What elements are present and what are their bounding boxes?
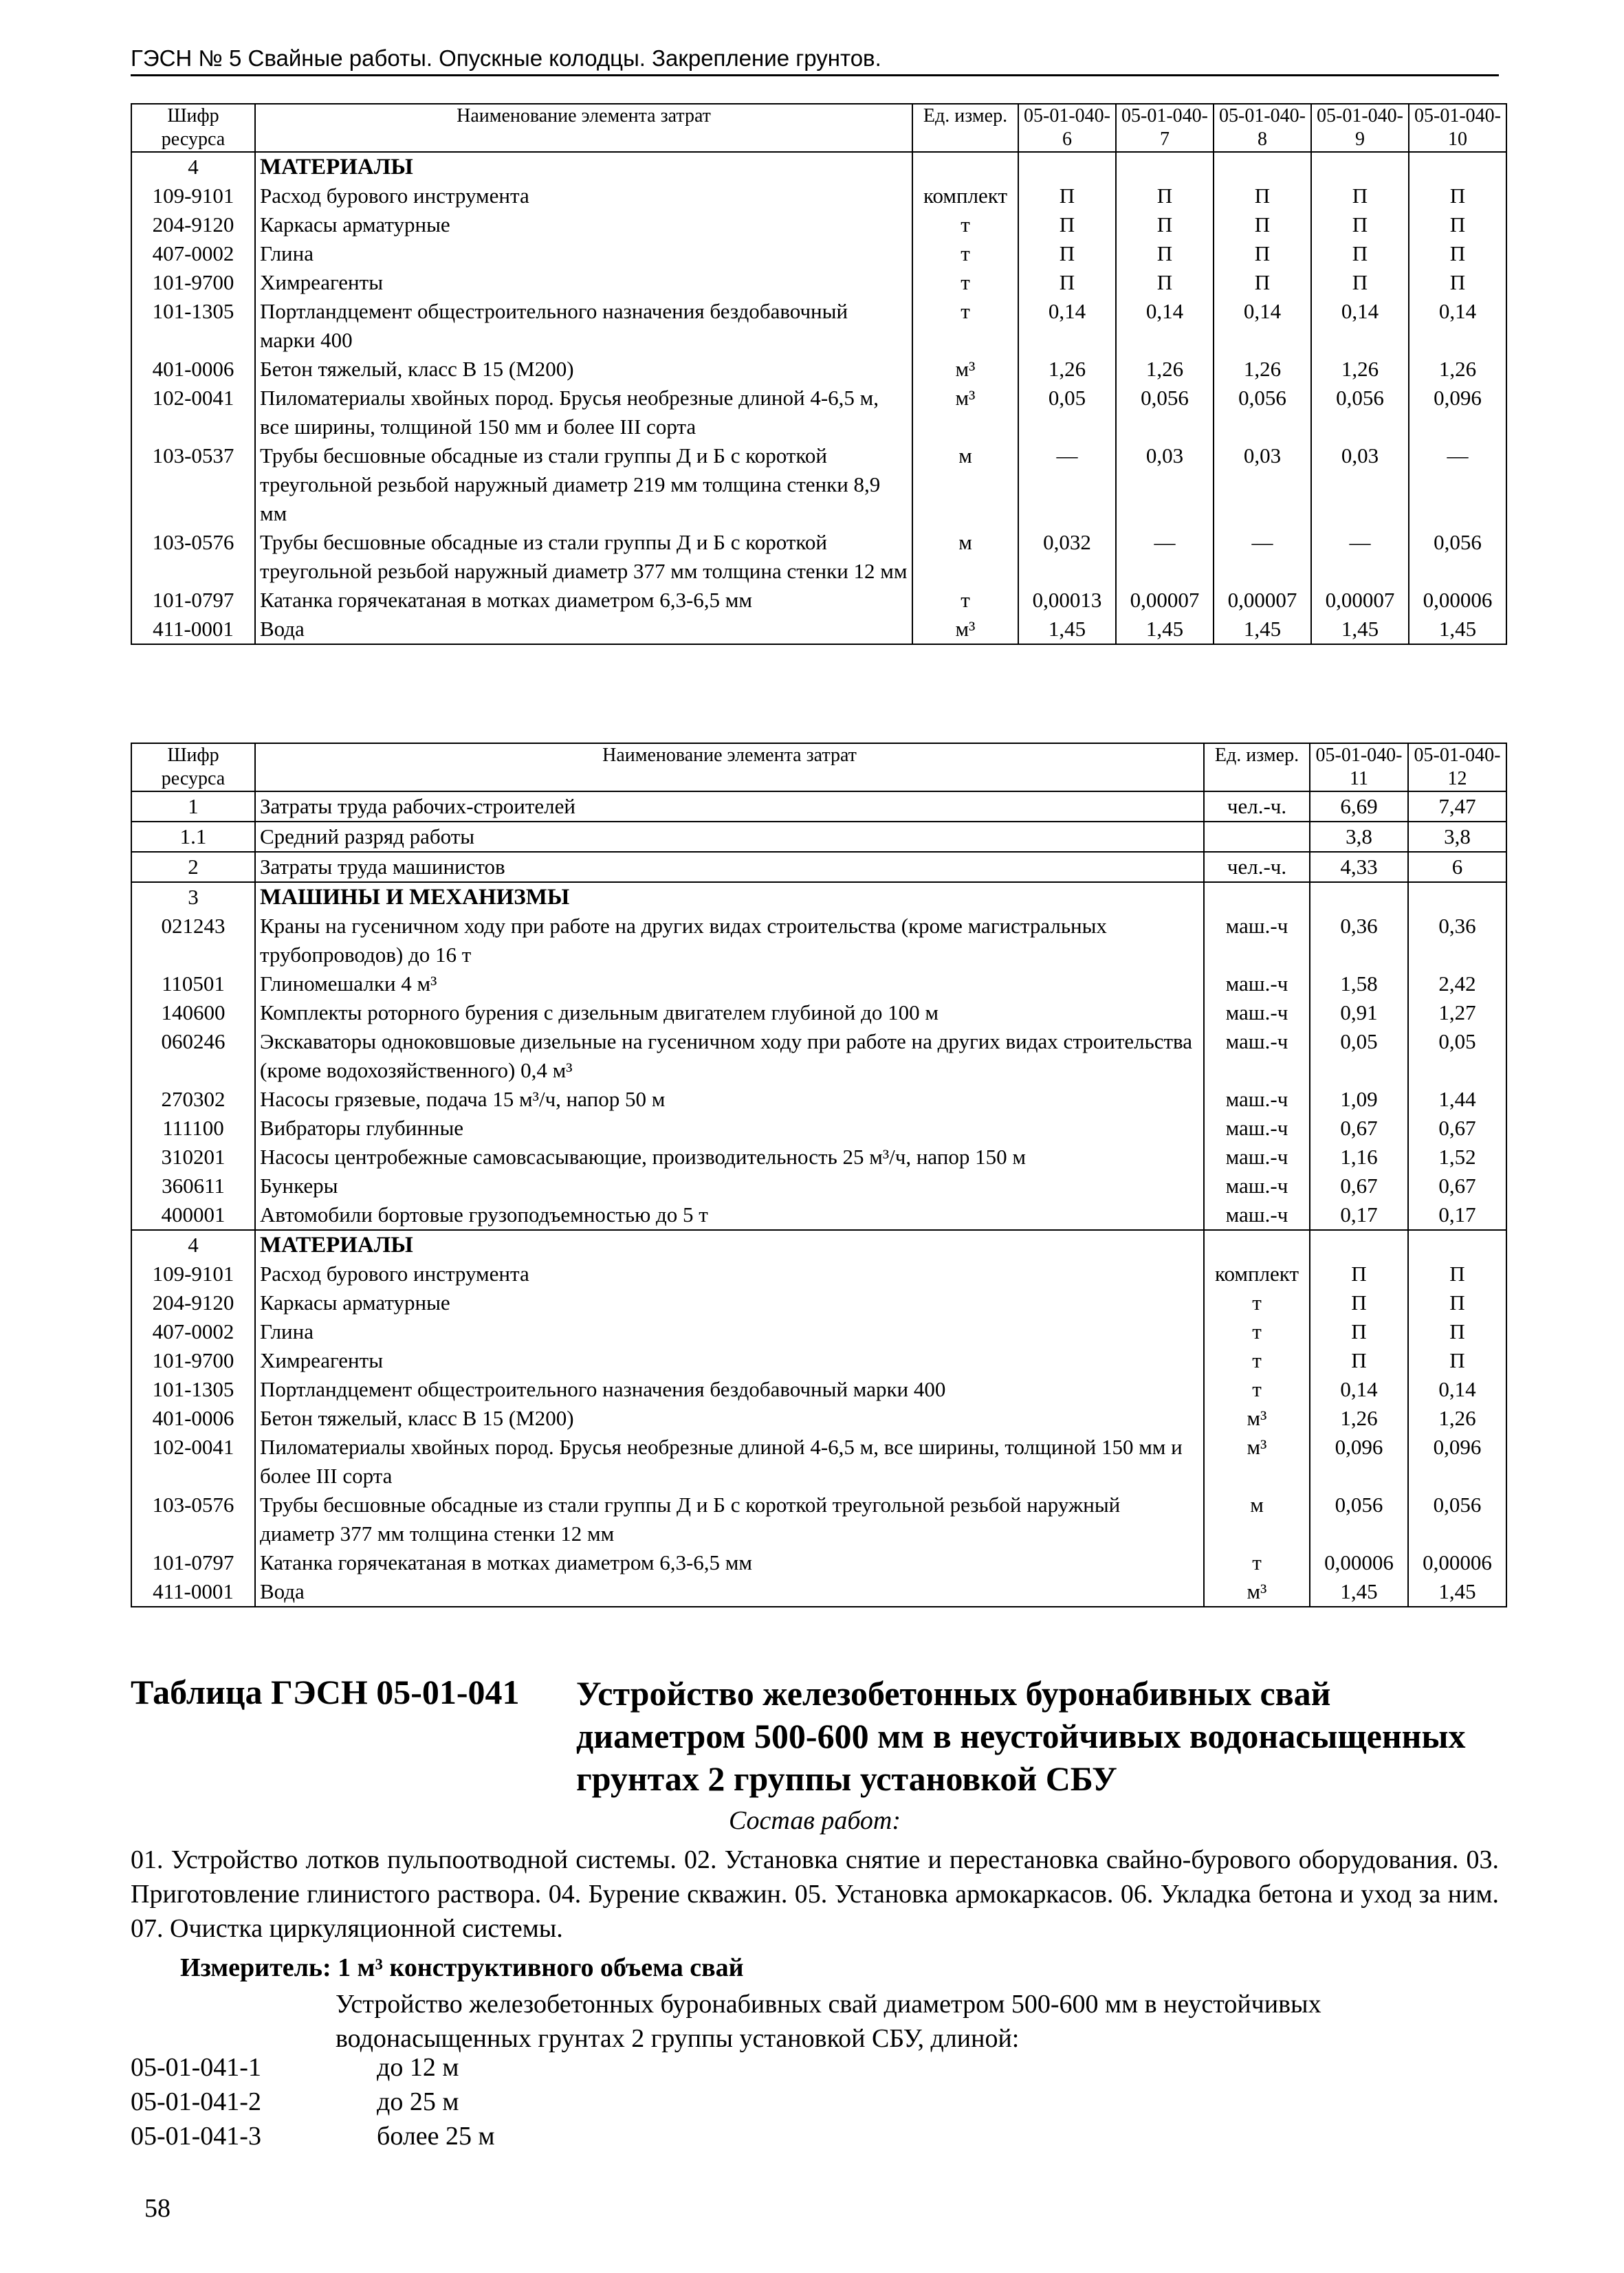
value-cell: 1,27 (1408, 998, 1506, 1027)
value-cell: П (1408, 1288, 1506, 1317)
value-cell: 0,05 (1018, 384, 1116, 441)
value-cell: 6 (1408, 852, 1506, 882)
resource-name: Глина (255, 1317, 1204, 1346)
column-header: 05-01-040-10 (1409, 104, 1506, 152)
unit-cell: м³ (1204, 1404, 1310, 1433)
value-cell: 1,45 (1018, 615, 1116, 644)
table-row (131, 441, 1506, 528)
value-cell: 0,67 (1408, 1114, 1506, 1143)
resource-name: Каркасы арматурные (255, 1288, 1204, 1317)
value-cell: 1,09 (1310, 1085, 1408, 1114)
value-cell: П (1409, 268, 1506, 297)
value-cell: 0,36 (1408, 912, 1506, 969)
unit-cell: маш.-ч (1204, 969, 1310, 998)
column-header: Шифр ресурса (131, 104, 255, 152)
table-row (131, 1346, 1506, 1375)
value-cell (1409, 152, 1506, 182)
resource-name: Каркасы арматурные (255, 210, 912, 239)
table-label: Таблица ГЭСН 05-01-041 (131, 1673, 520, 1711)
resource-name: МАШИНЫ И МЕХАНИЗМЫ (255, 882, 1204, 912)
value-cell: 1,26 (1408, 1404, 1506, 1433)
resource-name: Вода (255, 615, 912, 644)
unit-cell: маш.-ч (1204, 1143, 1310, 1172)
table-row (131, 791, 1506, 822)
variant-description: Устройство железобетонных буронабивных свай диаметром 500-600 мм в неустойчивых водонасыщенных грунтах 2 группы установкой СБУ, длиной: (336, 1990, 1321, 2053)
value-cell: П (1310, 1346, 1408, 1375)
resource-code: 101-0797 (131, 1548, 255, 1577)
value-cell: 1,45 (1116, 615, 1214, 644)
resource-code: 103-0576 (131, 528, 255, 586)
value-cell: 0,00013 (1018, 586, 1116, 615)
variant-text: более 25 м (377, 2122, 495, 2151)
unit-cell: маш.-ч (1204, 1027, 1310, 1085)
measurer-value: 1 м³ конструктивного объема свай (338, 1953, 744, 1982)
value-cell: 0,096 (1409, 384, 1506, 441)
resource-code: 109-9101 (131, 182, 255, 210)
table-row (131, 969, 1506, 998)
unit-cell: т (912, 268, 1018, 297)
resource-code: 411-0001 (131, 615, 255, 644)
value-cell: 0,096 (1408, 1433, 1506, 1491)
table-row (131, 1548, 1506, 1577)
resource-code: 060246 (131, 1027, 255, 1085)
unit-cell: т (1204, 1317, 1310, 1346)
value-cell: П (1116, 239, 1214, 268)
value-cell: 0,03 (1311, 441, 1409, 528)
column-header: 05-01-040-8 (1214, 104, 1311, 152)
unit-cell: комплект (912, 182, 1018, 210)
resource-name: Автомобили бортовые грузоподъемностью до 5 т (255, 1200, 1204, 1230)
value-cell: 0,14 (1311, 297, 1409, 355)
resource-code: 401-0006 (131, 355, 255, 384)
table-header-row (131, 104, 1506, 152)
value-cell: П (1311, 239, 1409, 268)
value-cell: 0,36 (1310, 912, 1408, 969)
resource-name: Затраты труда рабочих-строителей (255, 791, 1204, 822)
unit-cell: м³ (1204, 1433, 1310, 1491)
value-cell: 1,26 (1116, 355, 1214, 384)
table-row (131, 586, 1506, 615)
resource-code: 103-0576 (131, 1491, 255, 1548)
unit-cell: маш.-ч (1204, 912, 1310, 969)
resource-code: 102-0041 (131, 1433, 255, 1491)
table-header-row (131, 743, 1506, 791)
column-header: 05-01-040-7 (1116, 104, 1214, 152)
resource-code: 109-9101 (131, 1260, 255, 1288)
resource-name: Насосы грязевые, подача 15 м³/ч, напор 50 м (255, 1085, 1204, 1114)
value-cell (1311, 152, 1409, 182)
unit-cell (912, 152, 1018, 182)
value-cell: 0,91 (1310, 998, 1408, 1027)
column-header: Наименование элемента затрат (255, 743, 1204, 791)
value-cell: 0,67 (1408, 1172, 1506, 1200)
table-row (131, 1114, 1506, 1143)
table-row (131, 822, 1506, 852)
unit-cell: маш.-ч (1204, 1114, 1310, 1143)
value-cell: 0,00007 (1116, 586, 1214, 615)
resource-code: 1 (131, 791, 255, 822)
unit-cell: маш.-ч (1204, 1085, 1310, 1114)
unit-cell: т (912, 297, 1018, 355)
value-cell: П (1409, 182, 1506, 210)
column-header: Наименование элемента затрат (255, 104, 912, 152)
unit-cell: т (912, 586, 1018, 615)
resource-name: Портландцемент общестроительного назначения бездобавочный марки 400 (255, 297, 912, 355)
table-row (131, 1200, 1506, 1230)
unit-cell: чел.-ч. (1204, 791, 1310, 822)
value-cell: 0,00007 (1311, 586, 1409, 615)
column-header: 05-01-040-11 (1310, 743, 1408, 791)
unit-cell (1204, 1230, 1310, 1260)
value-cell: 1,26 (1214, 355, 1311, 384)
value-cell: П (1311, 210, 1409, 239)
resource-code: 101-1305 (131, 297, 255, 355)
resource-name: МАТЕРИАЛЫ (255, 152, 912, 182)
value-cell: П (1408, 1317, 1506, 1346)
table-row (131, 615, 1506, 644)
table-row (131, 1027, 1506, 1085)
value-cell: П (1116, 210, 1214, 239)
table-row (131, 528, 1506, 586)
resource-name: Краны на гусеничном ходу при работе на других видах строительства (кроме магистральных трубопроводов) до 16 т (255, 912, 1204, 969)
table-row (131, 1404, 1506, 1433)
table-heading (131, 1672, 1506, 1810)
value-cell: 0,14 (1409, 297, 1506, 355)
table-row (131, 210, 1506, 239)
value-cell: 0,056 (1311, 384, 1409, 441)
resource-name: Вибраторы глубинные (255, 1114, 1204, 1143)
value-cell: П (1018, 239, 1116, 268)
value-cell: П (1018, 268, 1116, 297)
value-cell: П (1116, 268, 1214, 297)
variant-code: 05-01-041-1 (131, 2053, 261, 2082)
value-cell: П (1310, 1317, 1408, 1346)
table-row (131, 1230, 1506, 1260)
resource-name: Бетон тяжелый, класс В 15 (М200) (255, 1404, 1204, 1433)
value-cell: 0,14 (1214, 297, 1311, 355)
value-cell: 0,05 (1408, 1027, 1506, 1085)
value-cell: 1,45 (1310, 1577, 1408, 1607)
value-cell: 7,47 (1408, 791, 1506, 822)
value-cell: П (1116, 182, 1214, 210)
resource-name: Портландцемент общестроительного назначения бездобавочный марки 400 (255, 1375, 1204, 1404)
table-row (131, 882, 1506, 912)
resource-name: Химреагенты (255, 1346, 1204, 1375)
value-cell: 0,056 (1409, 528, 1506, 586)
value-cell: 0,00006 (1310, 1548, 1408, 1577)
measurer (180, 1953, 744, 1983)
value-cell: 0,14 (1116, 297, 1214, 355)
table-row (131, 1085, 1506, 1114)
value-cell: 0,056 (1116, 384, 1214, 441)
value-cell: П (1018, 182, 1116, 210)
value-cell (1116, 152, 1214, 182)
value-cell: 0,056 (1310, 1491, 1408, 1548)
value-cell: 1,45 (1409, 615, 1506, 644)
running-head: ГЭСН № 5 Свайные работы. Опускные колодцы. Закрепление грунтов. (131, 45, 1499, 76)
value-cell: 0,096 (1310, 1433, 1408, 1491)
resource-name: Глина (255, 239, 912, 268)
resource-code: 140600 (131, 998, 255, 1027)
resource-code: 1.1 (131, 822, 255, 852)
unit-cell: м (912, 528, 1018, 586)
unit-cell: т (1204, 1548, 1310, 1577)
value-cell: 1,44 (1408, 1085, 1506, 1114)
resource-code: 204-9120 (131, 1288, 255, 1317)
table-row (131, 1143, 1506, 1172)
value-cell: 0,00006 (1408, 1548, 1506, 1577)
resource-table-1 (131, 103, 1507, 645)
value-cell: 0,14 (1018, 297, 1116, 355)
resource-name: Расход бурового инструмента (255, 182, 912, 210)
variant-row (131, 2087, 459, 2117)
resource-name: МАТЕРИАЛЫ (255, 1230, 1204, 1260)
resource-code: 204-9120 (131, 210, 255, 239)
resource-name: Пиломатериалы хвойных пород. Брусья необрезные длиной 4-6,5 м, все ширины, толщиной 150 мм и более III сорта (255, 1433, 1204, 1491)
resource-code: 101-9700 (131, 268, 255, 297)
value-cell: 4,33 (1310, 852, 1408, 882)
composition-title: Состав работ: (728, 1806, 901, 1835)
resource-name: Затраты труда машинистов (255, 852, 1204, 882)
value-cell: — (1116, 528, 1214, 586)
table-row (131, 1172, 1506, 1200)
value-cell: 1,45 (1311, 615, 1409, 644)
resource-name: Комплекты роторного бурения с дизельным двигателем глубиной до 100 м (255, 998, 1204, 1027)
variant-code: 05-01-041-2 (131, 2087, 261, 2116)
measurer-label: Измеритель: (180, 1953, 331, 1982)
unit-cell: м³ (912, 355, 1018, 384)
table-row (131, 1288, 1506, 1317)
value-cell (1018, 152, 1116, 182)
resource-code: 360611 (131, 1172, 255, 1200)
resource-code: 103-0537 (131, 441, 255, 528)
unit-cell: м (912, 441, 1018, 528)
value-cell: 3,8 (1310, 822, 1408, 852)
resource-code: 101-0797 (131, 586, 255, 615)
resource-name: Бетон тяжелый, класс В 15 (М200) (255, 355, 912, 384)
resource-code: 270302 (131, 1085, 255, 1114)
table-row (131, 182, 1506, 210)
resource-code: 101-1305 (131, 1375, 255, 1404)
variant-row (131, 2121, 495, 2151)
variant-text: до 25 м (377, 2087, 459, 2116)
value-cell (1310, 1230, 1408, 1260)
value-cell: 0,056 (1408, 1491, 1506, 1548)
resource-name: Катанка горячекатаная в мотках диаметром 6,3-6,5 мм (255, 586, 912, 615)
value-cell: 0,14 (1408, 1375, 1506, 1404)
unit-cell: т (1204, 1288, 1310, 1317)
table-row (131, 852, 1506, 882)
unit-cell: маш.-ч (1204, 1200, 1310, 1230)
value-cell: П (1018, 210, 1116, 239)
value-cell: П (1408, 1346, 1506, 1375)
value-cell: 0,03 (1214, 441, 1311, 528)
table-row (131, 1260, 1506, 1288)
table-row (131, 1317, 1506, 1346)
value-cell: П (1214, 182, 1311, 210)
table-row (131, 1433, 1506, 1491)
resource-code: 102-0041 (131, 384, 255, 441)
value-cell: П (1311, 182, 1409, 210)
column-header: 05-01-040-6 (1018, 104, 1116, 152)
value-cell (1408, 1230, 1506, 1260)
value-cell: 1,26 (1409, 355, 1506, 384)
resource-name: Расход бурового инструмента (255, 1260, 1204, 1288)
table-row (131, 998, 1506, 1027)
value-cell: П (1214, 210, 1311, 239)
resource-code: 4 (131, 152, 255, 182)
table-row (131, 239, 1506, 268)
resource-code: 411-0001 (131, 1577, 255, 1607)
unit-cell: м³ (1204, 1577, 1310, 1607)
resource-code: 400001 (131, 1200, 255, 1230)
resource-name: Бункеры (255, 1172, 1204, 1200)
value-cell: 1,45 (1408, 1577, 1506, 1607)
variant-text: до 12 м (377, 2053, 459, 2082)
value-cell: 0,00007 (1214, 586, 1311, 615)
value-cell: 1,16 (1310, 1143, 1408, 1172)
value-cell: П (1310, 1260, 1408, 1288)
value-cell: 0,032 (1018, 528, 1116, 586)
resource-name: Пиломатериалы хвойных пород. Брусья необрезные длиной 4-6,5 м, все ширины, толщиной 150 мм и более III сорта (255, 384, 912, 441)
table-title: Устройство железобетонных буронабивных свай диаметром 500-600 мм в неустойчивых водонасыщенных грунтах 2 группы установкой СБУ (576, 1674, 1466, 1798)
value-cell: 2,42 (1408, 969, 1506, 998)
resource-table-2 (131, 743, 1507, 1607)
column-header: Шифр ресурса (131, 743, 255, 791)
resource-name: Глиномешалки 4 м³ (255, 969, 1204, 998)
value-cell: 1,45 (1214, 615, 1311, 644)
value-cell: 1,26 (1310, 1404, 1408, 1433)
resource-name: Трубы бесшовные обсадные из стали группы Д и Б с короткой треугольной резьбой наружный диаметр 377 мм толщина стенки 12 мм (255, 1491, 1204, 1548)
table-row (131, 268, 1506, 297)
unit-cell (1204, 882, 1310, 912)
table-row (131, 355, 1506, 384)
value-cell: П (1311, 268, 1409, 297)
table-row (131, 912, 1506, 969)
column-header: Ед. измер. (1204, 743, 1310, 791)
unit-cell: м (1204, 1491, 1310, 1548)
value-cell: 0,00006 (1409, 586, 1506, 615)
resource-name: Химреагенты (255, 268, 912, 297)
resource-code: 407-0002 (131, 1317, 255, 1346)
value-cell: 1,26 (1018, 355, 1116, 384)
unit-cell: м³ (912, 384, 1018, 441)
unit-cell: маш.-ч (1204, 998, 1310, 1027)
unit-cell: м³ (912, 615, 1018, 644)
value-cell (1214, 152, 1311, 182)
table-row (131, 1577, 1506, 1607)
unit-cell: маш.-ч (1204, 1172, 1310, 1200)
value-cell: 1,26 (1311, 355, 1409, 384)
value-cell (1310, 882, 1408, 912)
resource-code: 310201 (131, 1143, 255, 1172)
value-cell: — (1409, 441, 1506, 528)
variant-row (131, 2052, 459, 2083)
value-cell: — (1214, 528, 1311, 586)
resource-name: Экскаваторы одноковшовые дизельные на гусеничном ходу при работе на других видах строительства (кроме водохозяйственного) 0,4 м³ (255, 1027, 1204, 1085)
value-cell: 3,8 (1408, 822, 1506, 852)
value-cell (1408, 882, 1506, 912)
value-cell: П (1409, 210, 1506, 239)
resource-name: Трубы бесшовные обсадные из стали группы Д и Б с короткой треугольной резьбой наружный диаметр 219 мм толщина стенки 8,9 мм (255, 441, 912, 528)
unit-cell: т (1204, 1375, 1310, 1404)
unit-cell: т (912, 210, 1018, 239)
value-cell: 0,03 (1116, 441, 1214, 528)
table-row (131, 384, 1506, 441)
value-cell: 0,17 (1310, 1200, 1408, 1230)
value-cell: П (1408, 1260, 1506, 1288)
resource-name: Вода (255, 1577, 1204, 1607)
resource-code: 407-0002 (131, 239, 255, 268)
value-cell: 0,67 (1310, 1114, 1408, 1143)
column-header: 05-01-040-12 (1408, 743, 1506, 791)
value-cell: 0,14 (1310, 1375, 1408, 1404)
table-body (131, 791, 1506, 1607)
resource-code: 021243 (131, 912, 255, 969)
value-cell: 0,67 (1310, 1172, 1408, 1200)
resource-code: 111100 (131, 1114, 255, 1143)
value-cell: 1,52 (1408, 1143, 1506, 1172)
resource-code: 110501 (131, 969, 255, 998)
unit-cell: комплект (1204, 1260, 1310, 1288)
composition-text: 01. Устройство лотков пульпоотводной системы. 02. Установка снятие и перестановка свайно-бурового оборудования. 03. Приготовление глинистого раствора. 04. Бурение скважин. 05. Установка армокаркасов. 06. Укладка бетона и уход за ним. 07. Очистка циркуляционной системы. (131, 1845, 1499, 1943)
resource-code: 2 (131, 852, 255, 882)
value-cell: 0,17 (1408, 1200, 1506, 1230)
value-cell: П (1409, 239, 1506, 268)
table-row (131, 297, 1506, 355)
page-number: 58 (144, 2194, 171, 2223)
column-header: Ед. измер. (912, 104, 1018, 152)
variant-code: 05-01-041-3 (131, 2122, 261, 2151)
value-cell: П (1214, 268, 1311, 297)
unit-cell: чел.-ч. (1204, 852, 1310, 882)
table-row (131, 1491, 1506, 1548)
value-cell: П (1214, 239, 1311, 268)
value-cell: — (1311, 528, 1409, 586)
value-cell: П (1310, 1288, 1408, 1317)
table-row (131, 152, 1506, 182)
resource-code: 4 (131, 1230, 255, 1260)
resource-name: Средний разряд работы (255, 822, 1204, 852)
value-cell: 1,58 (1310, 969, 1408, 998)
column-header: 05-01-040-9 (1311, 104, 1409, 152)
table-row (131, 1375, 1506, 1404)
table-body (131, 152, 1506, 644)
resource-code: 101-9700 (131, 1346, 255, 1375)
unit-cell: т (1204, 1346, 1310, 1375)
resource-name: Насосы центробежные самовсасывающие, производительность 25 м³/ч, напор 150 м (255, 1143, 1204, 1172)
resource-code: 401-0006 (131, 1404, 255, 1433)
resource-name: Трубы бесшовные обсадные из стали группы Д и Б с короткой треугольной резьбой наружный диаметр 377 мм толщина стенки 12 мм (255, 528, 912, 586)
unit-cell: т (912, 239, 1018, 268)
value-cell: 0,056 (1214, 384, 1311, 441)
resource-name: Катанка горячекатаная в мотках диаметром 6,3-6,5 мм (255, 1548, 1204, 1577)
unit-cell (1204, 822, 1310, 852)
value-cell: 0,05 (1310, 1027, 1408, 1085)
value-cell: 6,69 (1310, 791, 1408, 822)
value-cell: — (1018, 441, 1116, 528)
resource-code: 3 (131, 882, 255, 912)
